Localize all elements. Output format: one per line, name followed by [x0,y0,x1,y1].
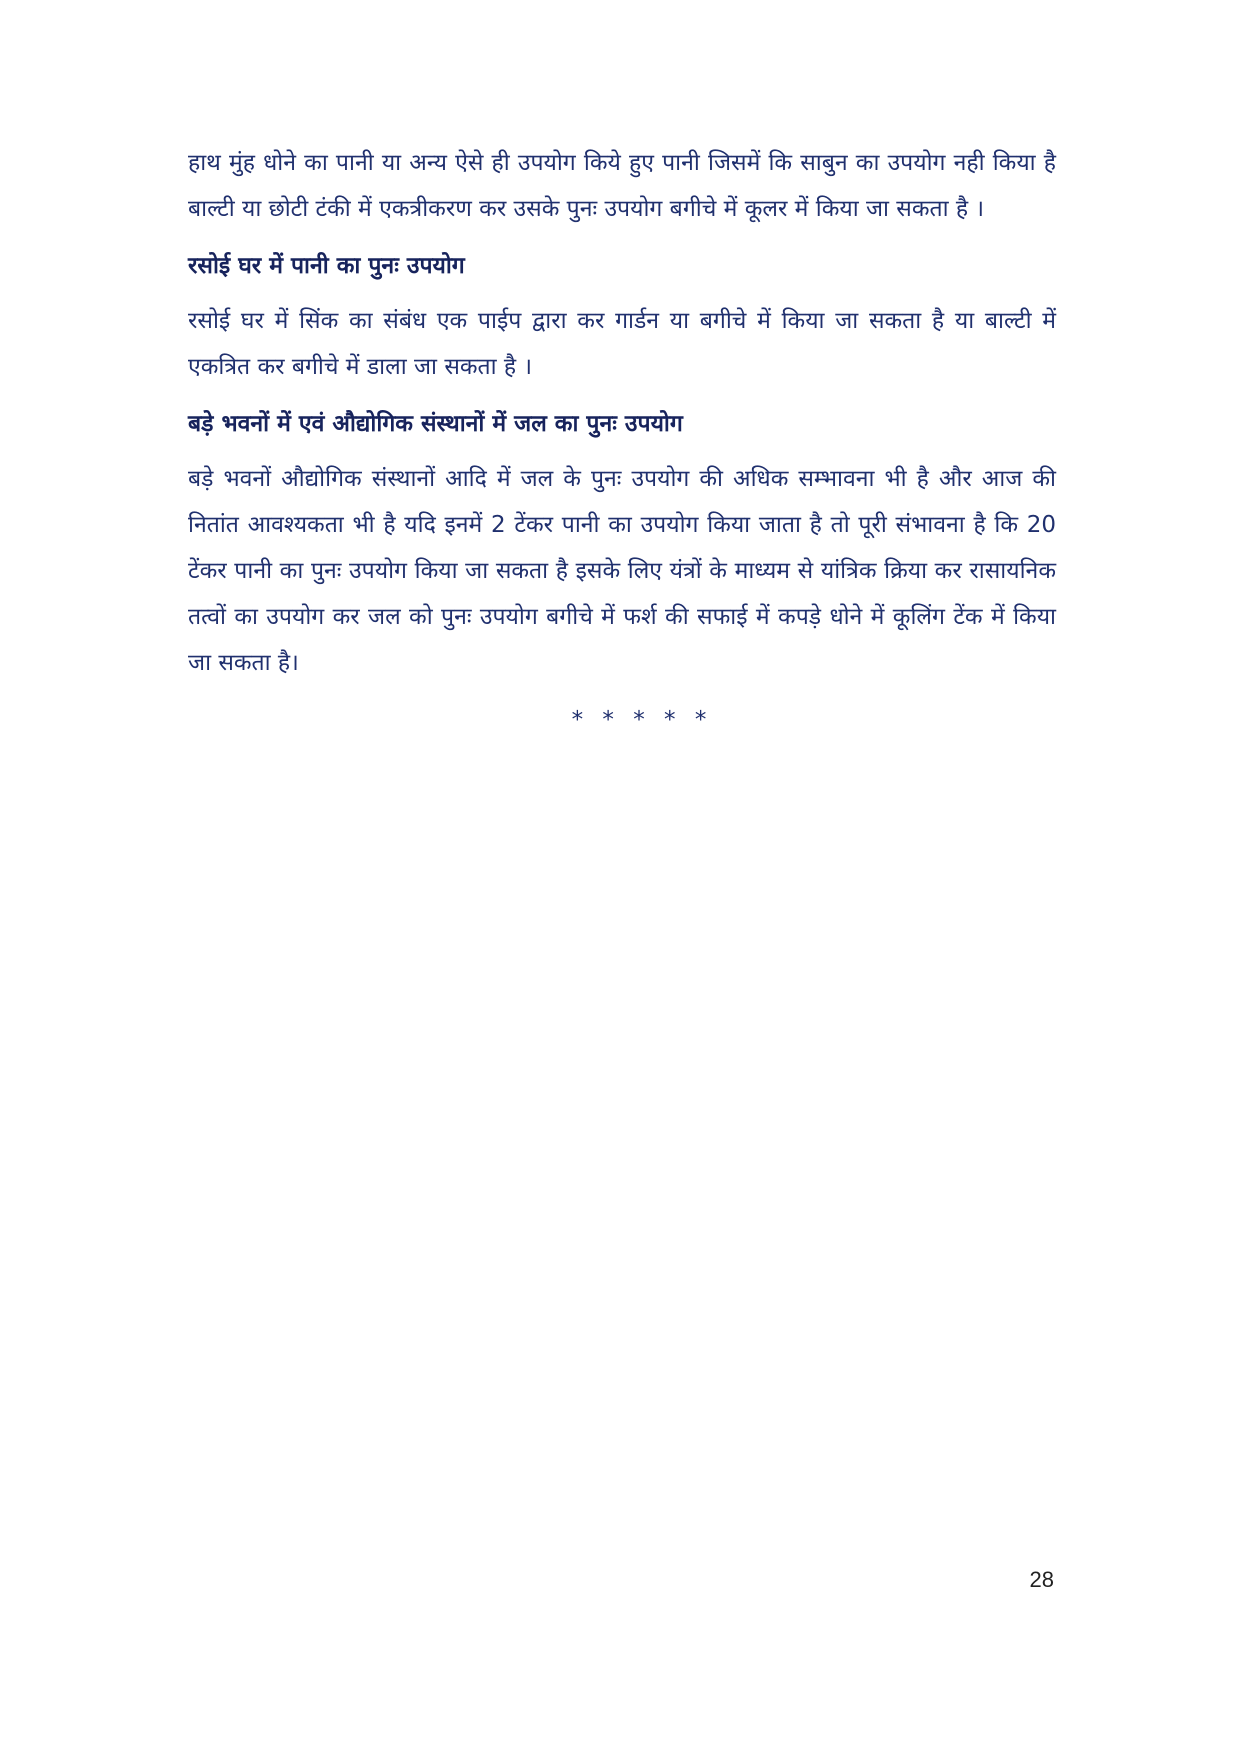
heading-kitchen-reuse: रसोई घर में पानी का पुनः उपयोग [188,253,465,279]
page-content [188,140,1056,740]
page-number: 28 [1029,1567,1054,1592]
paragraph-handwash-reuse: हाथ मुंह धोने का पानी या अन्य ऐसे ही उपयोग किये हुए पानी जिसमें कि साबुन का उपयोग नही किया है बाल्टी या छोटी टंकी में एकत्रीकरण कर उसके पुनः उपयोग बगीचे में कूलर में किया जा सकता है । [188,150,1056,222]
section-end-separator: * * * * * [571,707,713,733]
heading-buildings-reuse: बड़े भवनों में एवं औद्योगिक संस्थानों में जल का पुनः उपयोग [188,411,683,437]
paragraph-kitchen-reuse: रसोई घर में सिंक का संबंध एक पाईप द्वारा कर गार्डन या बगीचे में किया जा सकता है या बाल्टी में एकत्रित कर बगीचे में डाला जा सकता है । [188,308,1056,380]
paragraph-buildings-reuse: बड़े भवनों औद्योगिक संस्थानों आदि में जल के पुनः उपयोग की अधिक सम्भावना भी है और आज की नितांत आवश्यकता भी है यदि इनमें 2 टेंकर पानी का उपयोग किया जाता है तो पूरी संभावना है कि 20 टेंकर पानी का पुनः उपयोग किया जा सकता है इसके लिए यंत्रों के माध्यम से यांत्रिक क्रिया कर रासायनिक तत्वों का उपयोग कर जल को पुनः उपयोग बगीचे में फर्श की सफाई में कपड़े धोने में कूलिंग टेंक में किया जा सकता है। [188,466,1056,676]
